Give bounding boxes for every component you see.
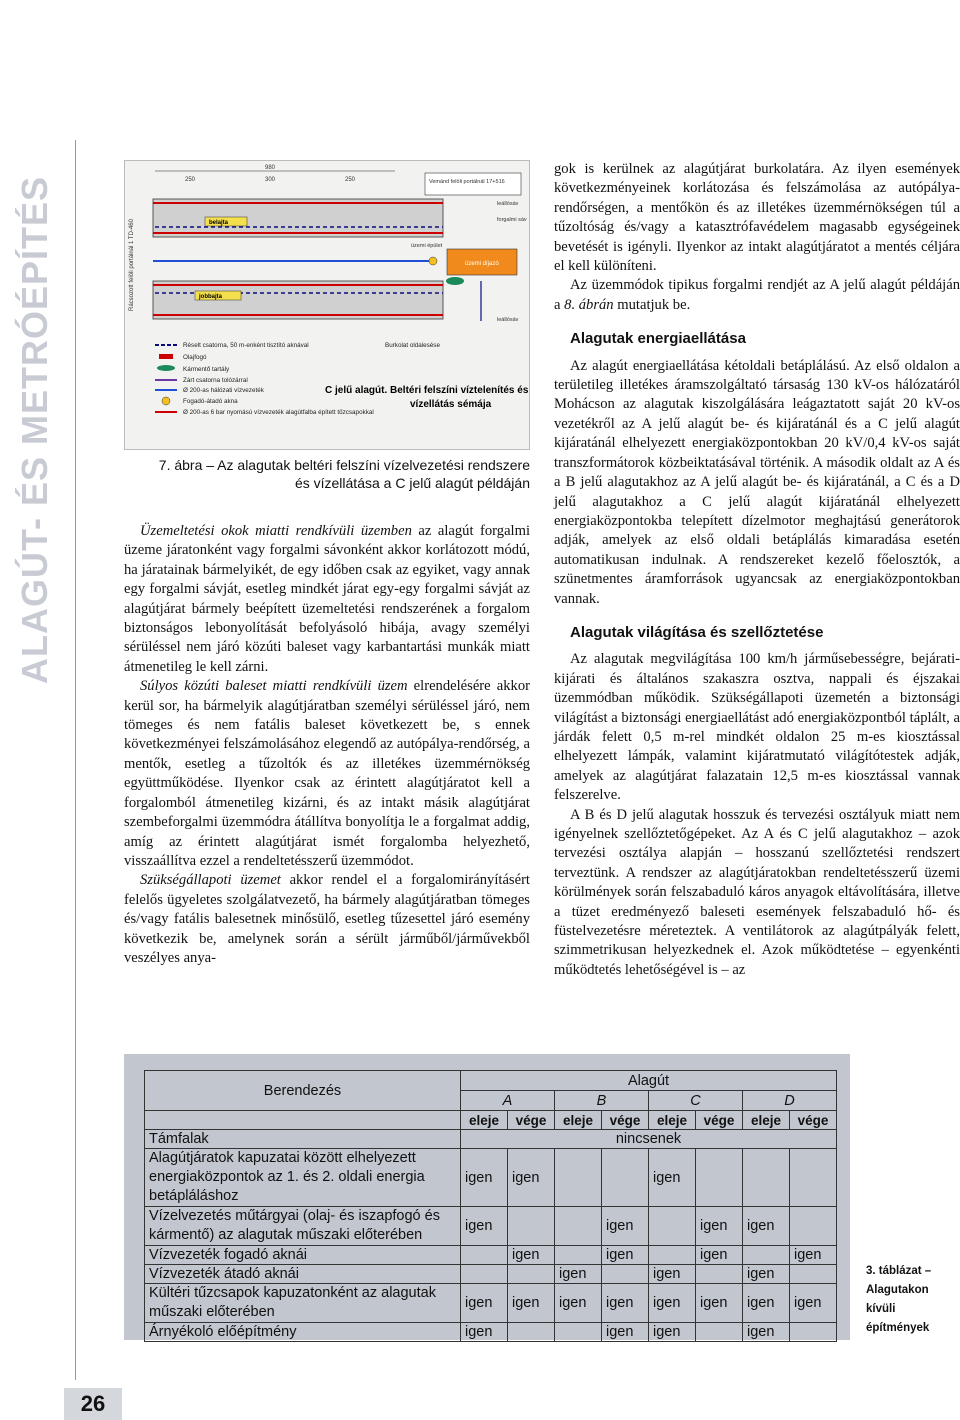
row-label: Vízvezeték fogadó aknái (145, 1246, 461, 1265)
table-cell (790, 1149, 837, 1207)
legend-item-6: Ø 200-as 6 bar nyomású vízvezeték alagútfalba épített tűzcsapokkal (183, 409, 374, 416)
table-cell: igen (696, 1246, 743, 1265)
table-caption-line: Alagutakon (866, 1284, 929, 1296)
table-cell: igen (649, 1323, 696, 1342)
legend-item-2: Kármentő tartály (183, 366, 230, 373)
legend-item-3: Zárt csatorna tolózárral (183, 377, 248, 384)
table-cell (696, 1149, 743, 1207)
folyosav-label-1: forgalmi sáv (497, 217, 527, 223)
figure-drainage-schematic (124, 160, 530, 450)
paragraph-szuksegallapot (124, 871, 530, 968)
table-row (145, 1265, 837, 1284)
table-cell: igen (743, 1207, 790, 1246)
paragraph-rendkivuli-uzem (124, 522, 530, 677)
equipment-table (144, 1070, 837, 1342)
subheader-c-eleje: eleje (649, 1111, 696, 1130)
subheader-spacer (145, 1111, 461, 1130)
row-label: Kültéri tűzcsapok kapuzatonként az alagutak műszaki előterében (145, 1284, 461, 1323)
table-caption-line: építmények (866, 1322, 930, 1334)
table-cell: igen (508, 1284, 555, 1323)
heading-energiaellatas: Alagutak energiaellátása (570, 330, 746, 348)
table-cell: igen (602, 1207, 649, 1246)
table-cell (696, 1265, 743, 1284)
figure-reference: 8. ábrán (564, 296, 614, 313)
left-note: Rácsozott felöli portálnál 1 TD-460 (129, 219, 135, 311)
table-cell (649, 1207, 696, 1246)
text-szuksegallapot: akkor rendel el a forgalomirányításért felelős ügyeletes szolgálatvezető, ha bármely alagútjáratban tömeges és/vagy fatális balesetnek minősülő, esetleg tűzesettel járó esemény következik be, amelynek során a sérült járműből/járművekből veszélyes anya- (124, 872, 530, 966)
table-cell: igen (555, 1284, 602, 1323)
right-legend: Burkolat oldalesése (385, 342, 440, 349)
table-cell: igen (790, 1246, 837, 1265)
table-cell: igen (649, 1149, 696, 1207)
table-row (145, 1149, 837, 1207)
header-tunnel-c: C (649, 1091, 743, 1111)
table-cell: igen (508, 1149, 555, 1207)
term-rendkivuli-uzem: Üzemeltetési okok miatti rendkívüli üzemben (140, 523, 412, 539)
belajta-label: belajta (209, 220, 229, 226)
uzemi-dijazo-label: üzemi díjazó (465, 261, 499, 267)
table-row (145, 1323, 837, 1342)
text-uzemmodok: Az üzemmódok tipikus forgalmi rendjét az A jelű alagút példáján a (554, 277, 960, 313)
table-row (145, 1207, 837, 1246)
dim-c: 250 (345, 177, 356, 183)
table-cell: igen (743, 1284, 790, 1323)
row-span-value: nincsenek (461, 1130, 837, 1149)
table-cell: igen (696, 1207, 743, 1246)
table-cell (602, 1265, 649, 1284)
table-cell (461, 1246, 508, 1265)
table-cell (508, 1323, 555, 1342)
heading-vilagitas-szelloztetes: Alagutak világítása és szellőztetése (570, 623, 824, 641)
table-cell: igen (696, 1284, 743, 1323)
table-cell (555, 1323, 602, 1342)
table-cell: igen (461, 1284, 508, 1323)
table-cell: igen (602, 1284, 649, 1323)
table-cell (555, 1246, 602, 1265)
table-cell: igen (602, 1323, 649, 1342)
text-rendkivuli-uzem: az alagút forgalmi üzeme járatonként vagy forgalmi sávonként akkor korlátozott módú, ha járatainak bármelyikét, de egy időben csak az egyiket, vagy annak egy forgalmi sávját, esetleg mindkét járat egy-egy forgalmi sávját az alagútjárat bármely beépített üzemeltetési rendszerének a forgalom biztonságos lebonyolítását befolyásoló hibája, avagy személyi sérüléssel nem járó közúti baleset vagy karbantartási munkák miatt átmenetileg le kell zárni. (124, 523, 531, 675)
table-caption-line: kívüli (866, 1303, 896, 1315)
dim-b: 300 (265, 177, 276, 183)
left-column (124, 522, 530, 968)
table-cell (743, 1246, 790, 1265)
table-cell: igen (461, 1149, 508, 1207)
table-cell (508, 1207, 555, 1246)
paragraph-sulyos-baleset (124, 677, 530, 871)
subheader-c-vege: vége (696, 1111, 743, 1130)
paragraph-continuation: gok is kerülnek az alagútjárat burkolatára. Az ilyen események következményeinek korlátozása és felszámolása az autópálya-rendőrségen, a mentőkön és az illetékes üzemmérnökségen túl a tűzoltóság és/vagy a katasztrófavédelem magasabb egységeinek bevetését is igényli. Ilyenkor az intakt alagútjáratot a mentés céljára el kell különíteni. (554, 161, 960, 275)
subheader-a-vege: vége (508, 1111, 555, 1130)
term-szuksegallapot: Szükségállapoti üzemet (140, 872, 281, 889)
right-column (554, 160, 960, 980)
table-cell (743, 1149, 790, 1207)
table-subheader-row (145, 1111, 837, 1130)
table-cell: igen (508, 1246, 555, 1265)
table-cell: igen (649, 1284, 696, 1323)
section-title (10, 160, 60, 700)
table-caption (866, 1262, 956, 1338)
section-title-text: ALAGÚT- ÉS METRÓÉPÍTÉS (14, 175, 55, 685)
table-cell (555, 1207, 602, 1246)
table-cell (508, 1265, 555, 1284)
subheader-d-eleje: eleje (743, 1111, 790, 1130)
paragraph-uzemmodok (554, 276, 960, 315)
table-caption-line: 3. táblázat – (866, 1265, 932, 1277)
header-tunnel-b: B (555, 1091, 649, 1111)
table-cell (461, 1265, 508, 1284)
table-row (145, 1284, 837, 1323)
table-cell: igen (649, 1265, 696, 1284)
table-cell (790, 1323, 837, 1342)
leallosav-label-1: leállósáv (497, 201, 519, 207)
table-cell: igen (555, 1265, 602, 1284)
schematic-drawing (125, 161, 531, 451)
leallosav-label-2: leállósáv (497, 317, 519, 323)
table-cell (649, 1246, 696, 1265)
header-tunnel-d: D (743, 1091, 837, 1111)
table-row (145, 1246, 837, 1265)
subheader-b-eleje: eleje (555, 1111, 602, 1130)
table-cell (555, 1149, 602, 1207)
row-label: Alagútjáratok kapuzatai között elhelyezett energiaközpontok az 1. és 2. oldali energia betápláláshoz (145, 1149, 461, 1207)
table-cell: igen (602, 1246, 649, 1265)
table-cell (696, 1323, 743, 1342)
row-label: Vízelvezetés műtárgyai (olaj- és iszapfogó és kármentő) az alagutak műszaki előterében (145, 1207, 461, 1246)
dim-a: 250 (185, 177, 196, 183)
figure-caption (124, 456, 530, 492)
caption-line-2: és vízellátása a C jelű alagút példáján (294, 475, 530, 491)
term-sulyos-baleset: Súlyos közúti baleset miatti rendkívüli üzem (140, 678, 408, 695)
paragraph-szelloztetes: A B és D jelű alagutak hosszuk és tervezési osztályuk miatt nem igényelnek szellőztetőgépeket. Az A és C jelű alagutakhoz – azok tervezési osztálya alapján – hosszanú szellőztetési rendszert terveztünk. A rendszer az alagútjáratokban rendeltetésszerű üzemi körülmények során felszabaduló káros anyagok eltávolítására, illetve a tüzet eredményező baleseti események felszabaduló hő- és füstelvezetésre méreteztek. A ventilátorok az alagútpályák felett, szimmetrikusan helyezkednek el. Azok működtetése – egyenkénti működtetés lehetőségével is – az (554, 806, 960, 978)
table-cell (602, 1149, 649, 1207)
table-cell (790, 1265, 837, 1284)
paragraph-vilagitas: Az alagutak megvilágítása 100 km/h járműsebességre, bejárati-kijárati és általános szakaszra osztva, nappali és éjszakai üzemmódban működik. Szükségállapoti üzemetén a biztonsági világítást a biztonsági energiaellátást adó energiaközpontból táplált, a járdák felett 0,5 m-rel mindkét oldalon 25 m-es kiosztással elhelyezett lámpák, valamint kijáratmutató világítótestek adják, amelyek az alagútjárat falazatain 12,5 m-es kiosztással vannak felszerelve. (554, 651, 960, 804)
jobbajta-label: jobbajta (199, 294, 223, 300)
legend-item-5: Fogadó-átadó akna (183, 398, 238, 405)
legend-item-4: Ø 200-as hálózati vízvezeték (183, 387, 264, 394)
text-uzemmodok-end: mutatjuk be. (613, 296, 691, 313)
table-row (145, 1130, 837, 1149)
dim-total: 980 (265, 165, 276, 171)
legend-item-0: Réselt csatorna, 50 m-enként tisztító aknával (183, 342, 309, 349)
header-alagut: Alagút (461, 1071, 837, 1091)
row-label: Árnyékoló előépítmény (145, 1323, 461, 1342)
table-cell: igen (790, 1284, 837, 1323)
header-berendezes: Berendezés (145, 1071, 461, 1111)
legend-item-1: Olajfogó (183, 354, 207, 361)
subheader-a-eleje: eleje (461, 1111, 508, 1130)
figure-title-1: C jelű alagút. Beltéri felszíni víztelenítés és (325, 385, 529, 396)
table-cell: igen (743, 1323, 790, 1342)
caption-line-1: 7. ábra – Az alagutak beltéri felszíni vízelvezetési rendszere (158, 457, 530, 473)
table-header-row-1 (145, 1071, 837, 1091)
text-sulyos-baleset: elrendelésére akkor kerül sor, ha bármelyik alagútjáratban személyi sérüléssel járó, nem tömeges és nem fatális baleset következett be, s ennek következményei felszámolásához elegendő az autópálya-rendőrség, a mentők, esetleg a tűzoltók és az illetékes üzemmérnökség együttműködése. Ilyenkor csak az érintett alagútjáratot kell a forgalomból átmenetileg kizárni, és az intakt másik alagútjárat szembeforgalmi üzemmódra átállítva bonyolítja le a forgalmat addig, amíg az érintett alagútjárat ismét forgalomba helyezhető, visszaállítva ezzel a rendeltetésszerű üzemmódot. (124, 678, 530, 869)
uzemi-epulet-label: üzemi épület (411, 243, 443, 249)
side-divider (75, 140, 76, 1380)
portal-label: Vemánd felöli portálnál 17+516 (429, 179, 505, 185)
row-label: Vízvezeték átadó aknái (145, 1265, 461, 1284)
subheader-b-vege: vége (602, 1111, 649, 1130)
figure-title-2: vízellátás sémája (410, 399, 492, 410)
table-cell (790, 1207, 837, 1246)
table-cell: igen (461, 1207, 508, 1246)
table-cell: igen (743, 1265, 790, 1284)
row-label: Támfalak (145, 1130, 461, 1149)
subheader-d-vege: vége (790, 1111, 837, 1130)
paragraph-energiaellatas: Az alagút energiaellátása kétoldali betáplálású. Az első oldalon a területileg illetékes áramszolgáltató társaság 130 kV-os hálózatáról Mohácson az alagutak kiszolgálására leágaztatott saját 20 kV-os vezetékről az A jelű alagút be- és kijáratánál és a C jelű alagút kijáratánál elhelyezett energiaközpontokban 20 kV/0,4 kV-os saját transzformátorok közbeiktatásával történik. A második oldalt az A és a B jelű alagutakhoz az A jelű alagút be- és kijáratánál, a C és a D jelű alagutakhoz a C jelű alagút kijáratánál elhelyezett energiaközpontokba telepített dízelmotor meghajtású generátorok adják, amelyek az első oldali betáplálás kimaradása esetén automatikusan indulnak. A rendszereket kezelő főelosztók, a szünetmentes áramforrások ugyancsak az energiaközpontokban vannak. (554, 357, 960, 607)
page-number: 26 (64, 1388, 122, 1420)
header-tunnel-a: A (461, 1091, 555, 1111)
table-cell: igen (461, 1323, 508, 1342)
